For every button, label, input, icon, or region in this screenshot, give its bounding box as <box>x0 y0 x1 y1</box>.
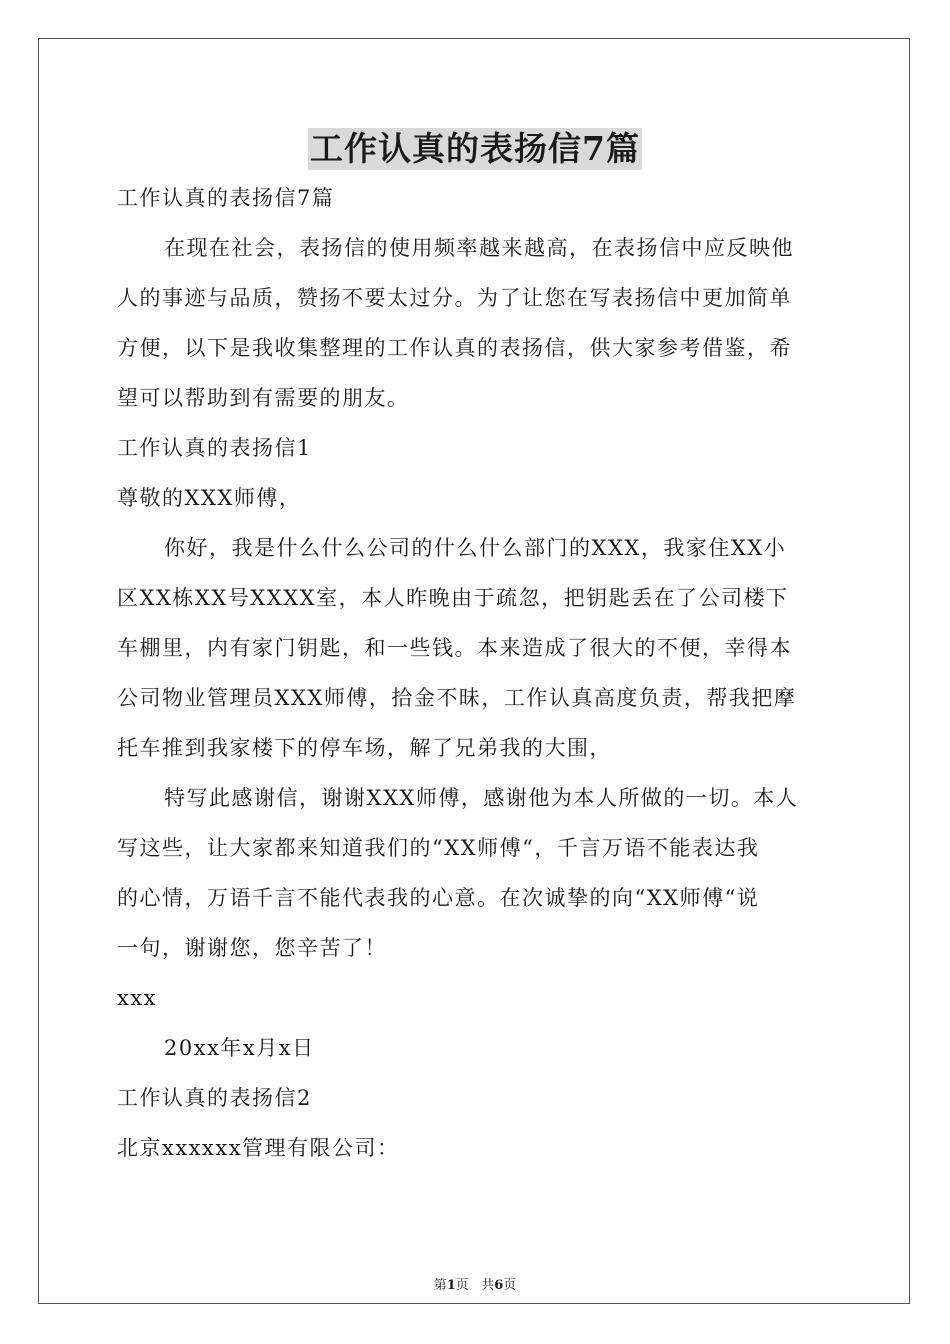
salutation-line: 尊敬的XXX师傅， <box>117 486 302 510</box>
total-suffix: 页 <box>503 1278 517 1293</box>
page-suffix: 页 <box>455 1278 469 1293</box>
paragraph-line: 区XX栋XX号XXXX室，本人昨晚由于疏忽，把钥匙丢在了公司楼下 <box>117 586 789 610</box>
section-heading-1: 工作认真的表扬信1 <box>117 436 312 460</box>
paragraph-line: 方便，以下是我收集整理的工作认真的表扬信，供大家参考借鉴，希 <box>117 336 792 360</box>
document-title: 工作认真的表扬信7篇 <box>310 129 640 168</box>
page-prefix: 第 <box>433 1278 447 1293</box>
paragraph-line: 望可以帮助到有需要的朋友。 <box>117 386 410 410</box>
subtitle-line: 工作认真的表扬信7篇 <box>117 186 335 210</box>
page-footer <box>0 1278 950 1294</box>
paragraph-line: 写这些，让大家都来知道我们的“XX师傅“，千言万语不能表达我 <box>117 836 760 860</box>
paragraph-line: 公司物业管理员XXX师傅，拾金不昧，工作认真高度负责，帮我把摩 <box>117 686 797 710</box>
paragraph-line: 特写此感谢信，谢谢XXX师傅，感谢他为本人所做的一切。本人 <box>164 786 799 810</box>
total-prefix: 共 <box>481 1278 495 1293</box>
recipient-line: 北京xxxxxx管理有限公司： <box>117 1136 400 1160</box>
paragraph-line: 车棚里，内有家门钥匙，和一些钱。本来造成了很大的不便，幸得本 <box>117 636 792 660</box>
section-heading-2: 工作认真的表扬信2 <box>117 1086 312 1110</box>
total-pages: 6 <box>494 1278 504 1293</box>
page-border <box>38 38 910 1304</box>
paragraph-line: 的心情，万语千言不能代表我的心意。在次诚挚的向“XX师傅“说 <box>117 886 760 910</box>
date-line: 20xx年x月x日 <box>164 1036 315 1060</box>
paragraph-line: 人的事迹与品质，赞扬不要太过分。为了让您在写表扬信中更加简单 <box>117 286 792 310</box>
paragraph-line: 托车推到我家楼下的停车场，解了兄弟我的大围， <box>117 736 612 760</box>
title-container <box>0 128 950 170</box>
paragraph-line: 一句，谢谢您，您辛苦了！ <box>117 936 387 960</box>
paragraph-line: 在现在社会，表扬信的使用频率越来越高，在表扬信中应反映他 <box>164 236 794 260</box>
page-number: 1 <box>446 1278 456 1293</box>
paragraph-line: 你好，我是什么什么公司的什么什么部门的XXX，我家住XX小 <box>164 536 787 560</box>
signature-line: xxx <box>117 986 158 1010</box>
